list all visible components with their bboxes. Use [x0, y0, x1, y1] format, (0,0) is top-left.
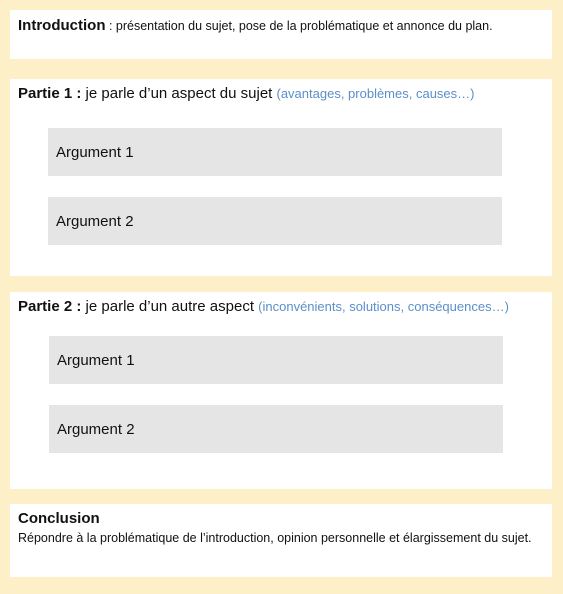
part1-title: Partie 1 :	[18, 85, 82, 102]
part2-box	[10, 292, 552, 489]
introduction-title: Introduction	[18, 17, 106, 34]
part2-argument-1	[49, 336, 503, 384]
part1-argument-2	[48, 197, 502, 245]
part2-title: Partie 2 :	[18, 298, 82, 315]
part2-argument-1-label: Argument 1	[57, 351, 135, 369]
conclusion-text: Répondre à la problématique de l’introduction, opinion personnelle et élargissement du sujet.	[18, 531, 532, 545]
part2-heading	[18, 297, 544, 317]
part1-heading	[18, 84, 544, 104]
introduction-box	[10, 10, 552, 59]
part1-argument-1-label: Argument 1	[56, 143, 134, 161]
part1-box	[10, 79, 552, 276]
part2-text: je parle d’un autre aspect	[81, 298, 259, 315]
introduction-text: : présentation du sujet, pose de la problématique et annonce du plan.	[105, 19, 493, 33]
part2-hint: (inconvénients, solutions, conséquences…)	[258, 299, 509, 314]
part1-hint: (avantages, problèmes, causes…)	[276, 86, 475, 101]
part1-argument-1	[48, 128, 502, 176]
part2-argument-2	[49, 405, 503, 453]
part2-argument-2-label: Argument 2	[57, 420, 135, 438]
introduction-content	[18, 16, 544, 36]
conclusion-box	[10, 504, 552, 577]
part1-text: je parle d’un aspect du sujet	[81, 85, 277, 102]
part1-argument-2-label: Argument 2	[56, 212, 134, 230]
conclusion-title: Conclusion	[18, 510, 100, 527]
